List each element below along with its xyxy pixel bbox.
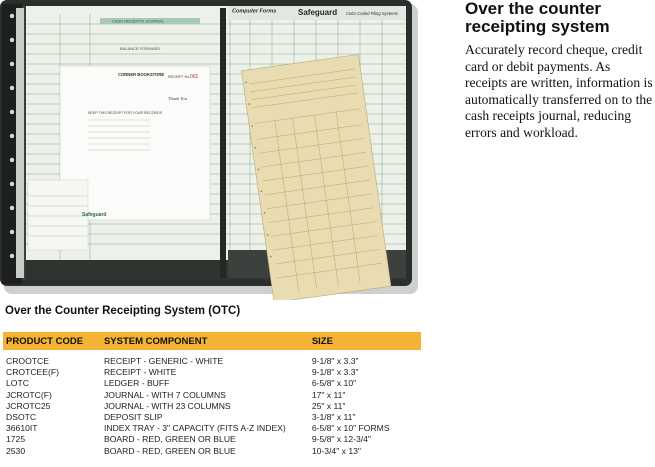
receipt-number: 001: [190, 74, 199, 80]
brand-logo: Safeguard: [298, 8, 338, 17]
cell-size: 25" x 11": [311, 400, 346, 411]
cell-code: 2530: [6, 445, 26, 456]
cell-component: DEPOSIT SLIP: [103, 412, 163, 423]
cell-size: 9-1/8" x 3.3": [311, 356, 359, 366]
cell-size: 6-5/8" x 10": [311, 378, 357, 389]
cell-code: 36610IT: [6, 423, 38, 434]
board-header: Computer Forms: [232, 8, 277, 15]
description: Accurately record cheque, credit card or debit payments. As receipts are written, information is automatically transferred on to the cash receipts journal, reducing errors and workload.: [465, 42, 653, 140]
table-row: [3, 446, 421, 457]
cell-code: JCROTC(F): [6, 389, 52, 400]
cell-code: 1725: [6, 434, 26, 445]
product-photo: [0, 0, 420, 300]
receipt-thanks: Thank You: [168, 96, 187, 101]
balance-forward-label: BALANCE FORWARD: [120, 46, 161, 51]
headline-line-1: Over the counter: [465, 0, 602, 18]
table-row: [3, 412, 421, 423]
cell-size: 9-5/8" x 12-3/4": [311, 434, 371, 445]
cell-component: JOURNAL - WITH 7 COLUMNS: [103, 389, 226, 400]
journal-title: CASH RECEIPTS JOURNAL: [112, 18, 165, 24]
receipt-number-label: RECEIPT No.: [168, 75, 191, 79]
cell-component: LEDGER - BUFF: [103, 378, 170, 389]
table-title: Over the Counter Receipting System (OTC): [5, 305, 241, 317]
table-row: [3, 378, 421, 389]
cell-code: JCROTC25: [6, 400, 51, 411]
cell-component: RECEIPT - WHITE: [103, 367, 177, 378]
cell-component: BOARD - RED, GREEN OR BLUE: [103, 434, 236, 445]
table-row: [3, 390, 421, 401]
cell-code: CROOTCE: [6, 356, 49, 366]
receipt-note: KEEP THIS RECEIPT FOR YOUR RECORDS: [88, 111, 163, 115]
cell-size: 9-1/8" x 3.3": [311, 367, 359, 378]
cell-size: 3-1/8" x 11": [311, 412, 356, 423]
header-product-code: PRODUCT CODE: [3, 332, 101, 350]
svg-text:Safeguard: Safeguard: [82, 212, 107, 218]
pegboard-illustration: [0, 0, 420, 300]
deposit-slip: [28, 180, 88, 250]
cell-code: LOTC: [6, 378, 29, 389]
product-table: [3, 332, 421, 457]
table-row: [3, 423, 421, 434]
header-size: SIZE: [309, 332, 421, 350]
cell-code: DSOTC: [6, 412, 37, 423]
table-row: [3, 434, 421, 445]
cell-size: 10-3/4" x 13": [311, 445, 361, 456]
cell-component: BOARD - RED, GREEN OR BLUE: [103, 445, 236, 456]
table-header-row: [3, 332, 421, 350]
cell-component: JOURNAL - WITH 23 COLUMNS: [103, 400, 231, 411]
headline-line-2: receipting system: [465, 17, 610, 36]
board-tagline: Color Coded Filing Systems: [346, 11, 398, 16]
table-row: [3, 401, 421, 412]
cell-size: 17" x 11": [311, 389, 346, 400]
cell-component: RECEIPT - GENERIC - WHITE: [103, 356, 224, 366]
cell-component: INDEX TRAY - 3" CAPACITY (FITS A-Z INDEX): [103, 423, 286, 434]
cell-size: 6-5/8" x 10" FORMS: [311, 423, 390, 434]
cell-code: CROTCEE(F): [6, 367, 59, 378]
table-row: [3, 356, 421, 367]
headline: [465, 0, 650, 36]
receipt-company: CORNER BOOKSTORE: [118, 72, 165, 77]
table-row: [3, 367, 421, 378]
header-system-component: SYSTEM COMPONENT: [101, 332, 309, 350]
